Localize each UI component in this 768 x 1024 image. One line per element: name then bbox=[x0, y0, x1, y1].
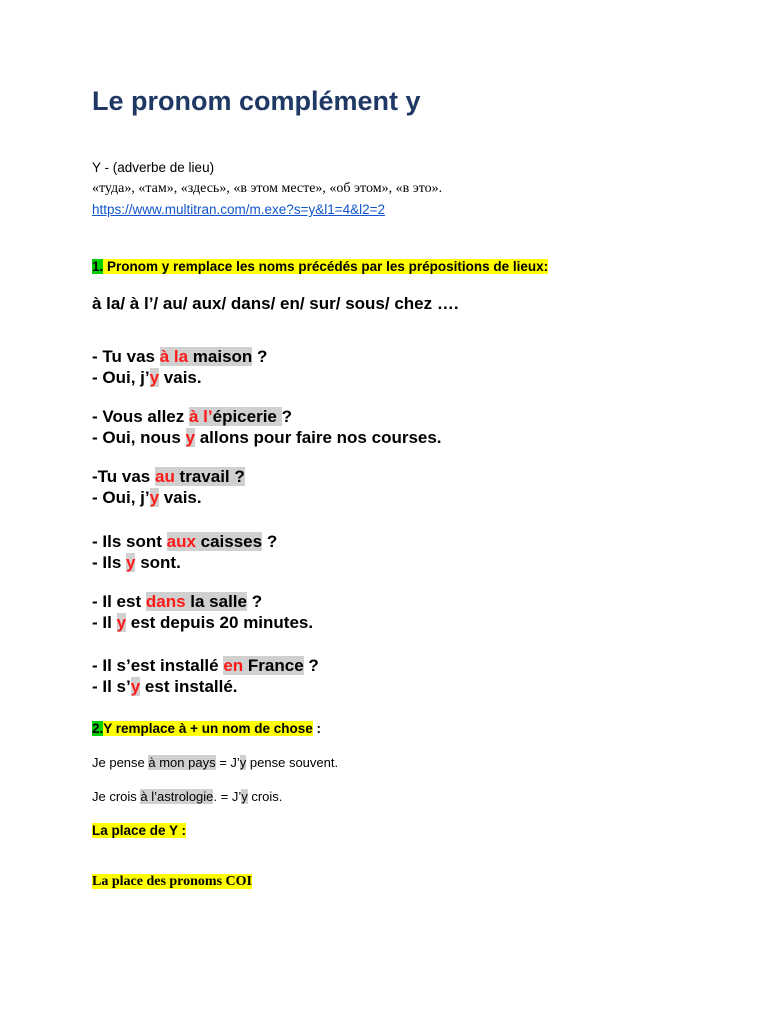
question-mark: ? bbox=[262, 532, 278, 551]
question-text: - Tu vas bbox=[92, 347, 160, 366]
place-de-y-heading bbox=[92, 823, 186, 838]
question-text: - Ils sont bbox=[92, 532, 167, 551]
pronoun-y: y bbox=[239, 755, 247, 770]
example-text: crois. bbox=[247, 789, 283, 804]
answer-line bbox=[92, 428, 442, 448]
question-mark: ? bbox=[281, 407, 293, 426]
section-2-colon: : bbox=[312, 721, 321, 736]
place-noun-highlight: caisses bbox=[195, 532, 263, 551]
preposition-highlight: à la bbox=[159, 347, 189, 366]
question-text: - Il s’est installé bbox=[92, 656, 224, 675]
place-noun-highlight: maison bbox=[188, 347, 253, 366]
section-1-number: 1. bbox=[92, 259, 104, 274]
section-2-example-1 bbox=[92, 755, 338, 770]
answer-line bbox=[92, 677, 238, 697]
multitran-link-text[interactable]: https://www.multitran.com/m.exe?s=y&l1=4&l2=2 bbox=[92, 202, 386, 217]
prepositions-list: à la/ à l’/ au/ aux/ dans/ en/ sur/ sous/ chez …. bbox=[92, 294, 459, 313]
answer-text: - Il s’ bbox=[92, 677, 131, 696]
question-line bbox=[92, 532, 277, 552]
pronoun-y: y bbox=[241, 789, 248, 804]
question-mark: ? bbox=[246, 592, 263, 611]
pronoun-y: y bbox=[116, 613, 127, 632]
question-mark: ? bbox=[303, 656, 319, 675]
place-de-y-text: La place de Y : bbox=[92, 823, 187, 838]
answer-text: est installé. bbox=[140, 677, 238, 696]
question-line bbox=[92, 407, 292, 427]
answer-text: est depuis 20 minutes. bbox=[126, 613, 314, 632]
answer-text: allons pour faire nos courses. bbox=[194, 428, 442, 447]
answer-text: vais. bbox=[159, 368, 202, 387]
question-line bbox=[92, 467, 245, 487]
preposition-highlight: à l’ bbox=[189, 407, 213, 426]
section-2-heading bbox=[92, 721, 321, 736]
section-1-heading-text: Pronom y remplace les noms précédés par les prépositions de lieux: bbox=[103, 259, 549, 274]
section-2-heading-text: Y remplace à + un nom de chose bbox=[103, 721, 313, 736]
preposition-highlight: dans bbox=[145, 592, 186, 611]
intro-line-1: Y - (adverbe de lieu) bbox=[92, 160, 215, 175]
pronoun-y: y bbox=[130, 677, 141, 696]
answer-line bbox=[92, 613, 313, 633]
section-1-heading bbox=[92, 259, 548, 274]
section-2-number: 2. bbox=[92, 721, 104, 736]
example-text: Je crois bbox=[92, 789, 141, 804]
place-coi-heading bbox=[92, 874, 252, 890]
answer-text: sont. bbox=[135, 553, 181, 572]
highlighted-phrase: à l’astrologie bbox=[140, 789, 214, 804]
answer-text: - Oui, nous bbox=[92, 428, 186, 447]
answer-text: vais. bbox=[159, 488, 202, 507]
multitran-link[interactable] bbox=[92, 202, 385, 217]
question-mark: ? bbox=[252, 347, 268, 366]
answer-line bbox=[92, 488, 202, 508]
question-text: - Vous allez bbox=[92, 407, 189, 426]
place-noun-highlight: épicerie bbox=[212, 407, 282, 426]
question-text: -Tu vas bbox=[92, 467, 155, 486]
example-text: pense souvent. bbox=[246, 755, 339, 770]
place-noun-highlight: France bbox=[243, 656, 304, 675]
pronoun-y: y bbox=[185, 428, 195, 447]
highlighted-phrase: à mon pays bbox=[148, 755, 216, 770]
preposition-highlight: au bbox=[154, 467, 175, 486]
pronoun-y: y bbox=[149, 488, 160, 507]
answer-text: - Ils bbox=[92, 553, 127, 572]
question-line bbox=[92, 347, 267, 367]
example-text: Je pense bbox=[92, 755, 149, 770]
answer-line bbox=[92, 368, 202, 388]
place-noun-highlight: travail ? bbox=[174, 467, 245, 486]
intro-line-2: «туда», «там», «здесь», «в этом месте», «об этом», «в это». bbox=[92, 181, 443, 196]
place-noun-highlight: la salle bbox=[185, 592, 247, 611]
pronoun-y: y bbox=[126, 553, 136, 572]
question-line bbox=[92, 592, 262, 612]
answer-text: - Oui, j’ bbox=[92, 368, 150, 387]
answer-line bbox=[92, 553, 181, 573]
example-text: . = J’ bbox=[213, 789, 242, 804]
pronoun-y: y bbox=[149, 368, 160, 387]
place-coi-text: La place des pronoms COI bbox=[92, 874, 252, 889]
preposition-highlight: aux bbox=[166, 532, 196, 551]
question-text: - Il est bbox=[92, 592, 146, 611]
section-2-example-2 bbox=[92, 789, 282, 804]
example-text: = J’ bbox=[215, 755, 240, 770]
answer-text: - Oui, j’ bbox=[92, 488, 150, 507]
question-line bbox=[92, 656, 319, 676]
preposition-highlight: en bbox=[223, 656, 244, 675]
answer-text: - Il bbox=[92, 613, 117, 632]
page-title: Le pronom complément y bbox=[92, 86, 421, 116]
